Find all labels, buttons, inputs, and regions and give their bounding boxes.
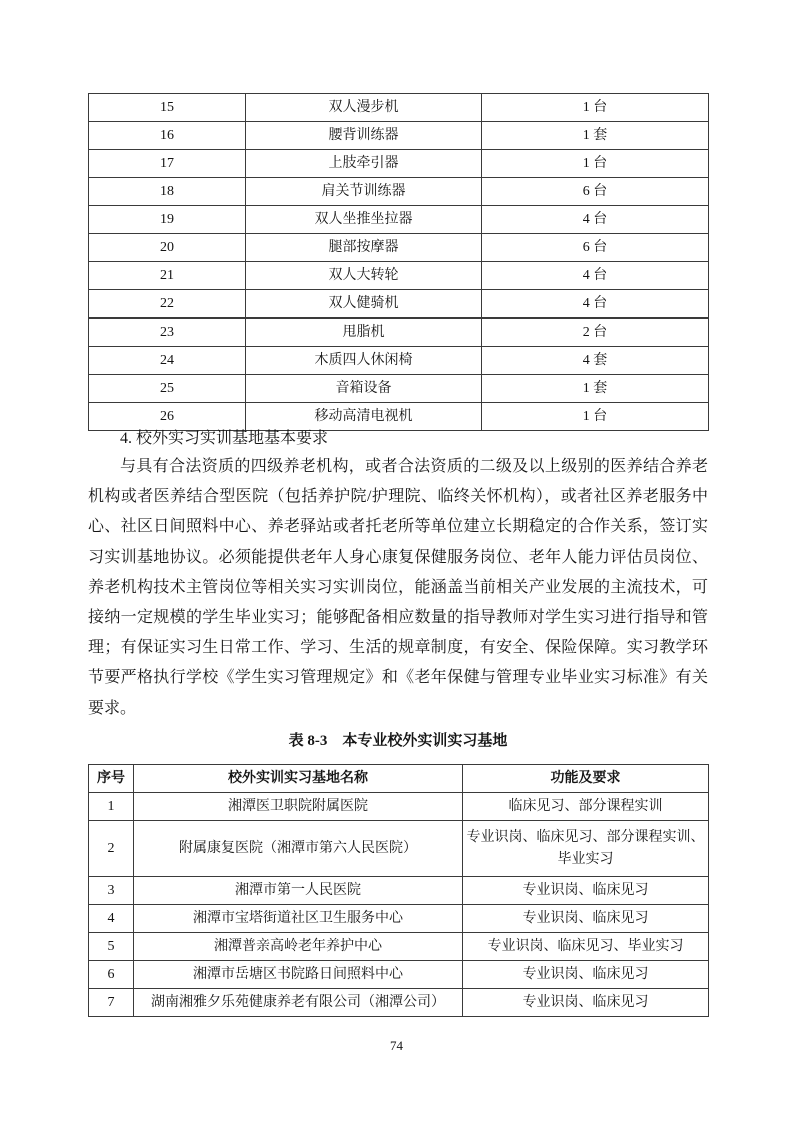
section-heading: 4. 校外实习实训基地基本要求	[120, 430, 329, 447]
base-no: 7	[89, 989, 134, 1017]
table-row	[89, 905, 709, 933]
base-no: 2	[89, 821, 134, 877]
equipment-no: 15	[89, 94, 246, 122]
equipment-qty: 4 台	[482, 262, 709, 290]
equipment-name: 双人漫步机	[246, 94, 482, 122]
equipment-qty: 1 套	[482, 375, 709, 403]
base-func: 专业识岗、临床见习	[463, 877, 709, 905]
training-bases-table	[88, 764, 709, 1017]
table-row	[89, 94, 709, 122]
base-name: 湘潭医卫职院附属医院	[134, 793, 463, 821]
equipment-no: 26	[89, 403, 246, 431]
column-header-name: 校外实训实习基地名称	[134, 765, 463, 793]
equipment-qty: 6 台	[482, 178, 709, 206]
table-row	[89, 989, 709, 1017]
equipment-name: 双人坐推坐拉器	[246, 206, 482, 234]
table-row	[89, 793, 709, 821]
equipment-qty: 1 台	[482, 94, 709, 122]
equipment-no: 19	[89, 206, 246, 234]
equipment-qty: 6 台	[482, 234, 709, 262]
equipment-qty: 1 台	[482, 403, 709, 431]
table-row	[89, 347, 709, 375]
equipment-no: 21	[89, 262, 246, 290]
table-row	[89, 961, 709, 989]
base-name: 湘潭市宝塔街道社区卫生服务中心	[134, 905, 463, 933]
equipment-no: 23	[89, 318, 246, 347]
table-row	[89, 933, 709, 961]
base-name: 湘潭普亲高岭老年养护中心	[134, 933, 463, 961]
table-row	[89, 262, 709, 290]
table-caption: 表 8-3 本专业校外实训实习基地	[288, 733, 508, 749]
table-row	[89, 318, 709, 347]
base-no: 3	[89, 877, 134, 905]
base-func: 专业识岗、临床见习	[463, 961, 709, 989]
equipment-name: 肩关节训练器	[246, 178, 482, 206]
base-name: 湘潭市岳塘区书院路日间照料中心	[134, 961, 463, 989]
base-no: 4	[89, 905, 134, 933]
table-row	[89, 122, 709, 150]
equipment-no: 22	[89, 290, 246, 319]
equipment-name: 上肢牵引器	[246, 150, 482, 178]
column-header-no: 序号	[89, 765, 134, 793]
base-func: 专业识岗、临床见习、部分课程实训、毕业实习	[463, 821, 709, 877]
equipment-no: 17	[89, 150, 246, 178]
equipment-no: 16	[89, 122, 246, 150]
table-row	[89, 234, 709, 262]
base-no: 5	[89, 933, 134, 961]
equipment-name: 移动高清电视机	[246, 403, 482, 431]
base-func: 专业识岗、临床见习	[463, 989, 709, 1017]
equipment-name: 腿部按摩器	[246, 234, 482, 262]
equipment-name: 木质四人休闲椅	[246, 347, 482, 375]
base-name: 湘潭市第一人民医院	[134, 877, 463, 905]
equipment-qty: 4 台	[482, 290, 709, 319]
base-func: 专业识岗、临床见习、毕业实习	[463, 933, 709, 961]
table-row	[89, 206, 709, 234]
equipment-no: 24	[89, 347, 246, 375]
equipment-qty: 4 台	[482, 206, 709, 234]
table-row	[89, 290, 709, 319]
equipment-qty: 1 套	[482, 122, 709, 150]
column-header-func: 功能及要求	[463, 765, 709, 793]
base-name: 湖南湘雅夕乐苑健康养老有限公司（湘潭公司）	[134, 989, 463, 1017]
table-row	[89, 375, 709, 403]
equipment-qty: 1 台	[482, 150, 709, 178]
page-number: 74	[390, 1038, 403, 1053]
equipment-name: 双人大转轮	[246, 262, 482, 290]
table-row	[89, 150, 709, 178]
equipment-name: 音箱设备	[246, 375, 482, 403]
equipment-qty: 2 台	[482, 318, 709, 347]
table-row	[89, 877, 709, 905]
equipment-no: 25	[89, 375, 246, 403]
table-row	[89, 821, 709, 877]
section-paragraph: 与具有合法资质的四级养老机构，或者合法资质的二级及以上级别的医养结合养老机构或者医养结合型医院（包括养护院/护理院、临终关怀机构），或者社区养老服务中心、社区日间照料中心、养老驿站或者托老所等单位建立长期稳定的合作关系，签订实习实训基地协议。必须能提供老年人身心康复保健服务岗位、老年人能力评估员岗位、养老机构技术主管岗位等相关实习实训岗位，能涵盖当前相关产业发展的主流技术，可接纳一定规模的学生毕业实习；能够配备相应数量的指导教师对学生实习进行指导和管理；有保证实习生日常工作、学习、生活的规章制度，有安全、保险保障。实习教学环节要严格执行学校《学生实习管理规定》和《老年保健与管理专业毕业实习标准》有关要求。	[88, 458, 708, 717]
base-name: 附属康复医院（湘潭市第六人民医院）	[134, 821, 463, 877]
base-func: 专业识岗、临床见习	[463, 905, 709, 933]
equipment-name: 甩脂机	[246, 318, 482, 347]
table-header-row	[89, 765, 709, 793]
equipment-no: 18	[89, 178, 246, 206]
equipment-qty: 4 套	[482, 347, 709, 375]
equipment-no: 20	[89, 234, 246, 262]
table-row	[89, 403, 709, 431]
table-row	[89, 178, 709, 206]
base-no: 6	[89, 961, 134, 989]
equipment-name: 腰背训练器	[246, 122, 482, 150]
equipment-name: 双人健骑机	[246, 290, 482, 319]
base-func: 临床见习、部分课程实训	[463, 793, 709, 821]
base-no: 1	[89, 793, 134, 821]
equipment-table	[88, 93, 709, 431]
